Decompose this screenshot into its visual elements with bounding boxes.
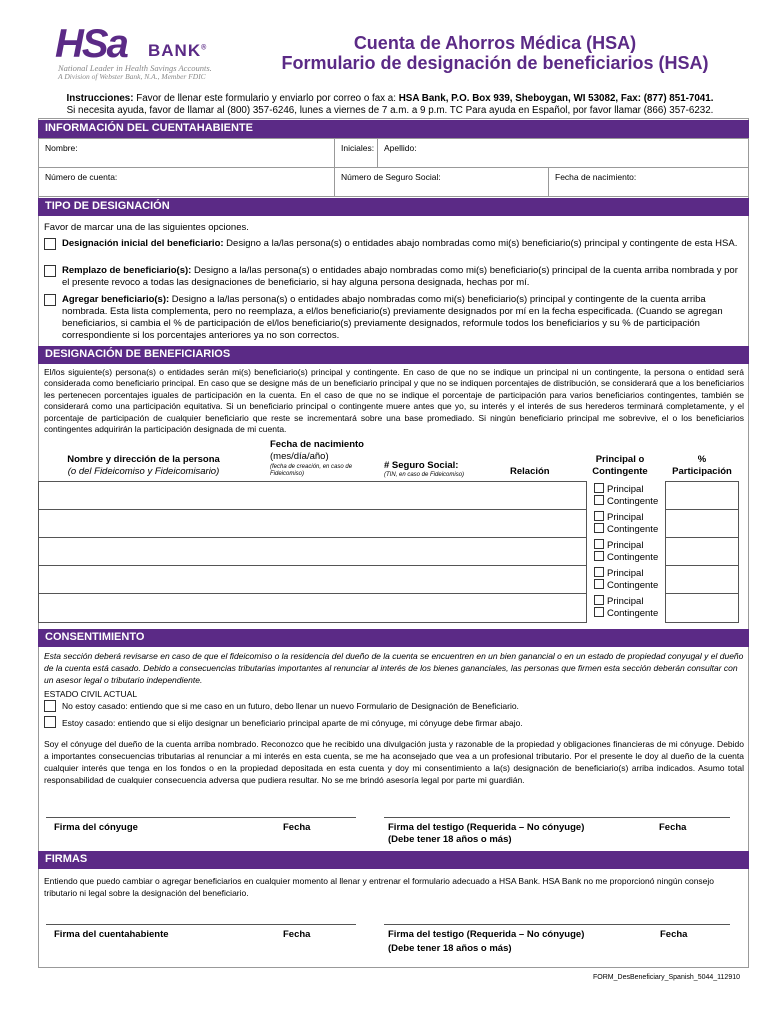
contingente-checkbox[interactable] (594, 607, 604, 617)
row-divider (665, 509, 739, 510)
col-pc (580, 454, 660, 478)
col-pc-2: Contingente (592, 466, 648, 477)
col-pct-2: Participación (672, 466, 732, 477)
logo-registered: ® (201, 44, 208, 52)
apellido-field[interactable]: Apellido: (377, 138, 749, 168)
edad-label: (Debe tener 18 años o más) (388, 834, 512, 845)
form-subtitle: Formulario de designación de beneficiarios (HSA) (281, 53, 709, 73)
ssn-field[interactable]: Número de Seguro Social: (334, 167, 549, 197)
benef-paragraph: El/los siguiente(s) persona(s) o entidades serán mi(s) beneficiario(s) principal y contingente. En caso de que no se indique un principal ni un contingente, la persona o entidad será considerada como beneficiario principal. En caso que se designe más de un beneficiario principal y que no se indiquen porcentajes de distribución, se considerará que a los beneficiarios les pertenecen porcentajes iguales de participación en la cuenta. En el caso de que no se indique el porcentaje de participación para varios beneficiarios contingentes, también se considerará como una participación equitativa. Si un beneficiario principal o contingente muere antes que yo, su interés y el interés de sus herederos terminará completamente, y el porcentaje de participación de cualquier beneficiario que reste se incrementará sobre una base promediado. Si ningún beneficiario principal me sobrevive, el o los beneficiarios contingentes adquirirán la participación designada de mi cuenta. (44, 367, 744, 435)
firmas-paragraph: Entiendo que puedo cambiar o agregar beneficiarios en cualquier momento al llenar y entrenar el formulario adecuado a HSA Bank. HSA Bank no me proporcionó ningún consejo tributario ni legal sobre la designación del beneficiario. (44, 876, 715, 898)
row-divider (38, 509, 587, 510)
fecha-titular-label: Fecha (283, 929, 311, 940)
firma-conyuge-label: Firma del cónyuge (54, 822, 138, 833)
conyuge-signature-line[interactable] (46, 817, 356, 818)
contingente-checkbox[interactable] (594, 551, 604, 561)
col-ssn-1: # Seguro Social: (384, 460, 459, 471)
contingente-label: Contingente (607, 496, 659, 507)
numero-cuenta-field[interactable]: Número de cuenta: (38, 167, 335, 197)
logo-bank-text: BANK (148, 41, 202, 60)
col-dob-2: (mes/día/año) (270, 451, 329, 462)
fecha-testigo-label: Fecha (659, 822, 687, 833)
benef-table-left[interactable] (38, 481, 587, 623)
col-rel: Relación (510, 466, 550, 477)
row-divider (665, 537, 739, 538)
logo-division: A Division of Webster Bank, N.A., Member FDIC (58, 72, 206, 81)
estado-civil-label: ESTADO CIVIL ACTUAL (44, 689, 138, 699)
testigo2-signature-line[interactable] (384, 924, 730, 925)
row-divider (665, 593, 739, 594)
principal-checkbox[interactable] (594, 567, 604, 577)
opt1-desc: Designo a la/las persona(s) o entidades abajo nombradas como mi(s) beneficiario(s) principal y contingente de esta HSA. (223, 238, 738, 249)
col-dob-1: Fecha de nacimiento (270, 439, 364, 450)
col-ssn-2: (TIN, en caso de Fideicomiso) (384, 472, 465, 478)
opt2-text (62, 265, 742, 289)
contingente-label: Contingente (607, 524, 659, 535)
principal-checkbox[interactable] (594, 595, 604, 605)
consent-warning: Esta sección deberá revisarse en caso de que el fideicomiso o la residencia del dueño de la cuenta se encuentren en un bien ganancial o en un estado de propiedad conyugal y el dueño de la cuenta está casado. Debido a consecuencias tributarias importantes al renunciar al interés de los bienes gananciales, las personas que firmen esta sección deberán consultar con un asesor legal o tributario independiente. (44, 651, 744, 685)
row5-contingente[interactable] (594, 607, 658, 620)
firmas-section-header: FIRMAS (38, 851, 749, 869)
row2-contingente[interactable] (594, 523, 658, 536)
form-code: FORM_DesBeneficiary_Spanish_5044_112910 (593, 974, 740, 981)
contingente-checkbox[interactable] (594, 495, 604, 505)
contingente-label: Contingente (607, 608, 659, 619)
opt2-desc: Designo a la/las persona(s) o entidades abajo nombradas como mi(s) beneficiario(s) principal de la cuenta arriba nombrada y por el presente revoco a todas las designaciones de beneficiario, si hay alguna persona designada, hechas por mí. (62, 265, 738, 288)
col-dob-3: (fecha de creación, en caso de Fideicomiso) (270, 464, 353, 477)
tipo-intro: Favor de marcar una de las siguientes opciones. (44, 222, 249, 233)
contingente-label: Contingente (607, 580, 659, 591)
consent-paragraph: Soy el cónyuge del dueño de la cuenta arriba nombrado. Reconozco que he recibido una divulgación justa y razonable de la propiedad y obligaciones financieras de mi cónyuge. Debido a importantes consecuencias tributarias al renunciar a mi interés en esta cuenta, se me ha aconsejado que vea a un profesional tributario. Por el presente le doy al dueño de la cuenta cualquier interés que tenga en los fondos o en la propiedad depositada en esta cuenta y doy mi consentimiento a la(s) designación de beneficiario(s) arriba indicados. Asumo total responsabilidad de cualquier consecuencia adversa que pudiera resultar. No se me brindó asesoría legal por parte mi guardián. (44, 739, 744, 785)
soltero-text: No estoy casado: entiendo que si me caso en un futuro, debo llenar un nuevo Formulario de Designación de Beneficiario. (62, 701, 519, 711)
casado-text: Estoy casado: entiendo que si elijo designar un beneficiario principal aparte de mi cónyuge, mi cónyuge debe firmar abajo. (62, 718, 523, 728)
fecha-testigo2-label: Fecha (660, 929, 688, 940)
logo-tagline: National Leader in Health Savings Accounts. (58, 63, 212, 73)
opt2-label: Remplazo de beneficiario(s): (62, 265, 192, 276)
principal-label: Principal (607, 596, 644, 607)
firma-titular-label: Firma del cuentahabiente (54, 929, 169, 940)
instructions (40, 93, 740, 117)
titular-signature-line[interactable] (46, 924, 356, 925)
opt2-checkbox[interactable] (44, 265, 56, 277)
logo-hsa: HSa (55, 22, 127, 66)
casado-checkbox[interactable] (44, 716, 56, 728)
benef-section-header: DESIGNACIÓN DE BENEFICIARIOS (38, 346, 749, 364)
tipo-section-header: TIPO DE DESIGNACIÓN (38, 198, 749, 216)
col-pc-1: Principal o (595, 454, 645, 465)
holder-section-header: INFORMACIÓN DEL CUENTAHABIENTE (38, 120, 749, 138)
opt3-text (62, 294, 742, 342)
principal-label: Principal (607, 484, 644, 495)
row-divider (38, 593, 587, 594)
instructions-text: Favor de llenar este formulario y enviarlo por correo o fax a: (133, 93, 399, 104)
iniciales-field[interactable]: Iniciales: (334, 138, 378, 168)
principal-label: Principal (607, 568, 644, 579)
fecha-nacimiento-field[interactable]: Fecha de nacimiento: (548, 167, 749, 197)
principal-checkbox[interactable] (594, 511, 604, 521)
opt1-checkbox[interactable] (44, 238, 56, 250)
edad2-label: (Debe tener 18 años o más) (388, 943, 512, 954)
col-pct-1: % (697, 454, 707, 465)
col-pct (666, 454, 738, 478)
principal-checkbox[interactable] (594, 539, 604, 549)
logo-bank (148, 42, 207, 59)
principal-label: Principal (607, 512, 644, 523)
instructions-label: Instrucciones: (66, 93, 134, 104)
form-title: Cuenta de Ahorros Médica (HSA) (353, 33, 637, 53)
consent-section-header: CONSENTIMIENTO (38, 629, 749, 647)
soltero-checkbox[interactable] (44, 700, 56, 712)
mailing-address: HSA Bank, P.O. Box 939, Sheboygan, WI 53082, Fax: (877) 851-7041. (398, 93, 714, 104)
firma-testigo-label: Firma del testigo (Requerida – No cónyuge) (388, 822, 585, 833)
row-divider (38, 565, 587, 566)
row4-contingente[interactable] (594, 579, 658, 592)
opt3-label: Agregar beneficiario(s): (62, 294, 170, 305)
opt1-text (62, 238, 742, 250)
principal-label: Principal (607, 540, 644, 551)
col-name-2: (o del Fideicomiso y Fideicomisario) (67, 466, 220, 477)
row3-contingente[interactable] (594, 551, 658, 564)
opt3-desc: Designo a la/las persona(s) o entidades abajo nombradas como mi(s) beneficiario(s) principal y contingente de la cuenta arriba nombrada. Esta lista complementa, pero no reemplaza, a el/los beneficiario(s) previamente designados por mí en la fecha especificada. (Cuando se agregan beneficiarios, si cambia el % de participación de el/los beneficiario(s) previamente designados, reformule todos los beneficiarios y su % de participación correspondiente si los porcentajes anteriores ya no son correctos. (62, 294, 723, 341)
row1-contingente[interactable] (594, 495, 658, 508)
testigo-signature-line[interactable] (384, 817, 730, 818)
fecha-label: Fecha (283, 822, 311, 833)
col-name-1: Nombre y dirección de la persona (67, 454, 220, 465)
principal-checkbox[interactable] (594, 483, 604, 493)
firma-testigo2-label: Firma del testigo (Requerida – No cónyuge) (388, 929, 585, 940)
row-divider (38, 537, 587, 538)
opt3-checkbox[interactable] (44, 294, 56, 306)
benef-table-pct[interactable] (665, 481, 739, 623)
contingente-checkbox[interactable] (594, 523, 604, 533)
nombre-field[interactable]: Nombre: (38, 138, 335, 168)
contingente-checkbox[interactable] (594, 579, 604, 589)
opt1-label: Designación inicial del beneficiario: (62, 238, 224, 249)
row-divider (665, 565, 739, 566)
contingente-label: Contingente (607, 552, 659, 563)
instructions-help: Si necesita ayuda, favor de llamar al (800) 357-6246, lunes a viernes de 7 a.m. a 9 p.m. TC Para ayuda en Español, por favor llamar (866) 357-6232. (66, 105, 714, 116)
col-name-header (46, 454, 241, 478)
